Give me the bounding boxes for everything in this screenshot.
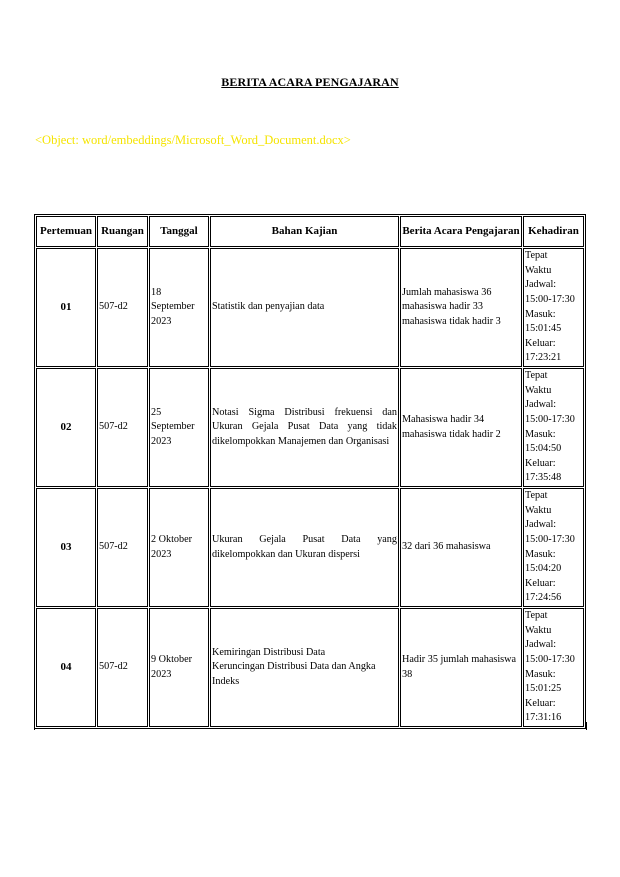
cell-kehadiran: [523, 368, 584, 487]
cell-kehadiran: [523, 608, 584, 727]
kehadiran-line: Masuk:: [525, 308, 556, 320]
kehadiran-line: Tepat: [525, 490, 548, 502]
kehadiran-line: Keluar:: [525, 697, 556, 709]
kehadiran-line: Jadwal:: [525, 639, 557, 651]
kehadiran-line: Keluar:: [525, 457, 556, 469]
kehadiran-line: 17:31:16: [525, 712, 562, 724]
kehadiran-line: Waktu: [525, 504, 552, 516]
kehadiran-line: Masuk:: [525, 548, 556, 560]
kehadiran-line: Keluar:: [525, 337, 556, 349]
kehadiran-line: Jadwal:: [525, 279, 557, 291]
table-continuation: [34, 722, 587, 730]
kehadiran-line: 15:00-17:30: [525, 293, 575, 305]
cell-pertemuan: 04: [36, 608, 96, 727]
cell-ruangan: 507-d2: [97, 608, 148, 727]
kehadiran-line: Waktu: [525, 264, 552, 276]
kehadiran-line: Tepat: [525, 370, 548, 382]
kehadiran-line: 15:01:25: [525, 683, 562, 695]
cell-tanggal: 18 September 2023: [149, 248, 209, 367]
kehadiran-line: Masuk:: [525, 668, 556, 680]
cell-berita-acara: Mahasiswa hadir 34 mahasiswa tidak hadir 2: [400, 368, 522, 487]
kehadiran-line: Jadwal:: [525, 519, 557, 531]
kehadiran-line: Waktu: [525, 624, 552, 636]
header-ruangan: Ruangan: [97, 216, 148, 247]
cell-bahan-kajian: Ukuran Gejala Pusat Data yang dikelompokkan dan Ukuran dispersi: [210, 488, 399, 607]
cell-pertemuan: 03: [36, 488, 96, 607]
kehadiran-line: Keluar:: [525, 577, 556, 589]
cell-bahan-kajian: [210, 608, 399, 727]
cell-pertemuan: 01: [36, 248, 96, 367]
table-row: [36, 248, 584, 367]
teaching-record-table: [34, 214, 586, 729]
kehadiran-line: Waktu: [525, 384, 552, 396]
cell-berita-acara: Hadir 35 jumlah mahasiswa 38: [400, 608, 522, 727]
header-tanggal: Tanggal: [149, 216, 209, 247]
cell-ruangan: 507-d2: [97, 488, 148, 607]
header-pertemuan: Pertemuan: [36, 216, 96, 247]
kehadiran-line: 17:23:21: [525, 352, 562, 364]
table-header-row: [36, 216, 584, 247]
cell-tanggal: 25 September 2023: [149, 368, 209, 487]
cell-tanggal: 2 Oktober 2023: [149, 488, 209, 607]
kehadiran-line: Tepat: [525, 250, 548, 262]
table-row: [36, 608, 584, 727]
cell-pertemuan: 02: [36, 368, 96, 487]
kehadiran-line: Jadwal:: [525, 399, 557, 411]
cell-bahan-kajian: Statistik dan penyajian data: [210, 248, 399, 367]
kehadiran-line: 17:24:56: [525, 592, 562, 604]
embedded-object-placeholder: <Object: word/embeddings/Microsoft_Word_Document.docx>: [35, 133, 351, 147]
kehadiran-line: 15:04:20: [525, 563, 562, 575]
bahan-kajian-line: Keruncingan Distribusi Data dan Angka Indeks: [212, 661, 376, 687]
cell-kehadiran: [523, 248, 584, 367]
cell-ruangan: 507-d2: [97, 368, 148, 487]
kehadiran-line: 15:00-17:30: [525, 533, 575, 545]
header-bahan-kajian: Bahan Kajian: [210, 216, 399, 247]
cell-berita-acara: Jumlah mahasiswa 36 mahasiswa hadir 33 mahasiswa tidak hadir 3: [400, 248, 522, 367]
kehadiran-line: Masuk:: [525, 428, 556, 440]
header-kehadiran: Kehadiran: [523, 216, 584, 247]
document-title: BERITA ACARA PENGAJARAN: [221, 75, 399, 89]
kehadiran-line: 15:04:50: [525, 443, 562, 455]
bahan-kajian-line: Kemiringan Distribusi Data: [212, 646, 326, 658]
header-berita-acara: Berita Acara Pengajaran: [400, 216, 522, 247]
table-row: [36, 488, 584, 607]
kehadiran-line: 15:00-17:30: [525, 653, 575, 665]
table-row: [36, 368, 584, 487]
cell-berita-acara: 32 dari 36 mahasiswa: [400, 488, 522, 607]
cell-bahan-kajian: Notasi Sigma Distribusi frekuensi dan Ukuran Gejala Pusat Data yang tidak dikelompokkan Manajemen dan Organisasi: [210, 368, 399, 487]
kehadiran-line: Tepat: [525, 610, 548, 622]
cell-ruangan: 507-d2: [97, 248, 148, 367]
cell-kehadiran: [523, 488, 584, 607]
kehadiran-line: 15:01:45: [525, 323, 562, 335]
cell-tanggal: 9 Oktober 2023: [149, 608, 209, 727]
kehadiran-line: 15:00-17:30: [525, 413, 575, 425]
kehadiran-line: 17:35:48: [525, 472, 562, 484]
